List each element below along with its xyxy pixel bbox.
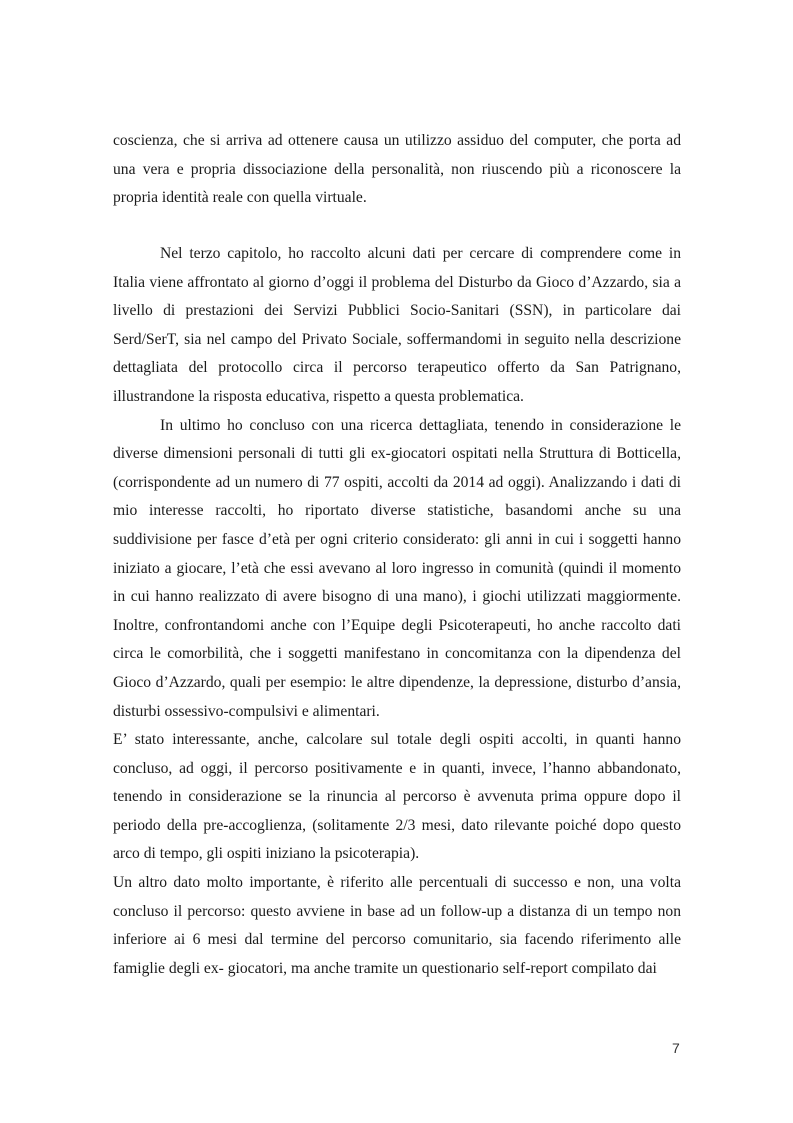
main-paragraph-block: [113, 240, 681, 983]
intro-paragraph-block: [113, 127, 681, 213]
paragraph-third-chapter: Nel terzo capitolo, ho raccolto alcuni dati per cercare di comprendere come in Italia viene affrontato al giorno d’oggi il problema del Disturbo da Gioco d’Azzardo, sia a livello di prestazioni dei Servizi Pubblici Socio-Sanitari (SSN), in particolare dai Serd/SerT, sia nel campo del Privato Sociale, soffermandomi in seguito nella descrizione dettagliata del protocollo circa il percorso terapeutico offerto da San Patrignano, illustrandone la risposta educativa, rispetto a questa problematica.: [113, 245, 681, 405]
paragraph-research: In ultimo ho concluso con una ricerca dettagliata, tenendo in considerazione le diverse dimensioni personali di tutti gli ex-giocatori ospitati nella Struttura di Botticella, (corrispondente ad un numero di 77 ospiti, accolti da 2014 ad oggi). Analizzando i dati di mio interesse raccolti, ho riportato diverse statistiche, basandomi anche su una suddivisione per fasce d’età per ogni criterio considerato: gli anni in cui i soggetti hanno iniziato a giocare, l’età che essi avevano al loro ingresso in comunità (quindi il momento in cui hanno realizzato di avere bisogno di una mano), i giochi utilizzati maggiormente. Inoltre, confrontandomi anche con l’Equipe degli Psicoterapeuti, ho anche raccolto dati circa le comorbilità, che i soggetti manifestano in concomitanza con la dipendenza del Gioco d’Azzardo, quali per esempio: le altre dipendenze, la depressione, disturbo d’ansia, disturbi ossessivo-compulsivi e alimentari.: [113, 416, 681, 720]
paragraph-outcomes: E’ stato interessante, anche, calcolare sul totale degli ospiti accolti, in quanti hanno concluso, ad oggi, il percorso positivamente e in quanti, invece, l’hanno abbandonato, tenendo in considerazione se la rinuncia al percorso è avvenuta prima oppure dopo il periodo della pre-accoglienza, (solitamente 2/3 mesi, dato rilevante poiché dopo questo arco di tempo, gli ospiti iniziano la psicoterapia).: [113, 731, 681, 863]
paragraph-follow-up: Un altro dato molto importante, è riferito alle percentuali di successo e non, una volta concluso il percorso: questo avviene in base ad un follow-up a distanza di un tempo non inferiore ai 6 mesi dal termine del percorso comunitario, sia facendo riferimento alle famiglie degli ex- giocatori, ma anche tramite un questionario self-report compilato dai: [113, 874, 681, 977]
paragraph-continuation: coscienza, che si arriva ad ottenere causa un utilizzo assiduo del computer, che porta ad una vera e propria dissociazione della personalità, non riuscendo più a riconoscere la propria identità reale con quella virtuale.: [113, 132, 681, 207]
page-number: 7: [672, 1040, 680, 1056]
